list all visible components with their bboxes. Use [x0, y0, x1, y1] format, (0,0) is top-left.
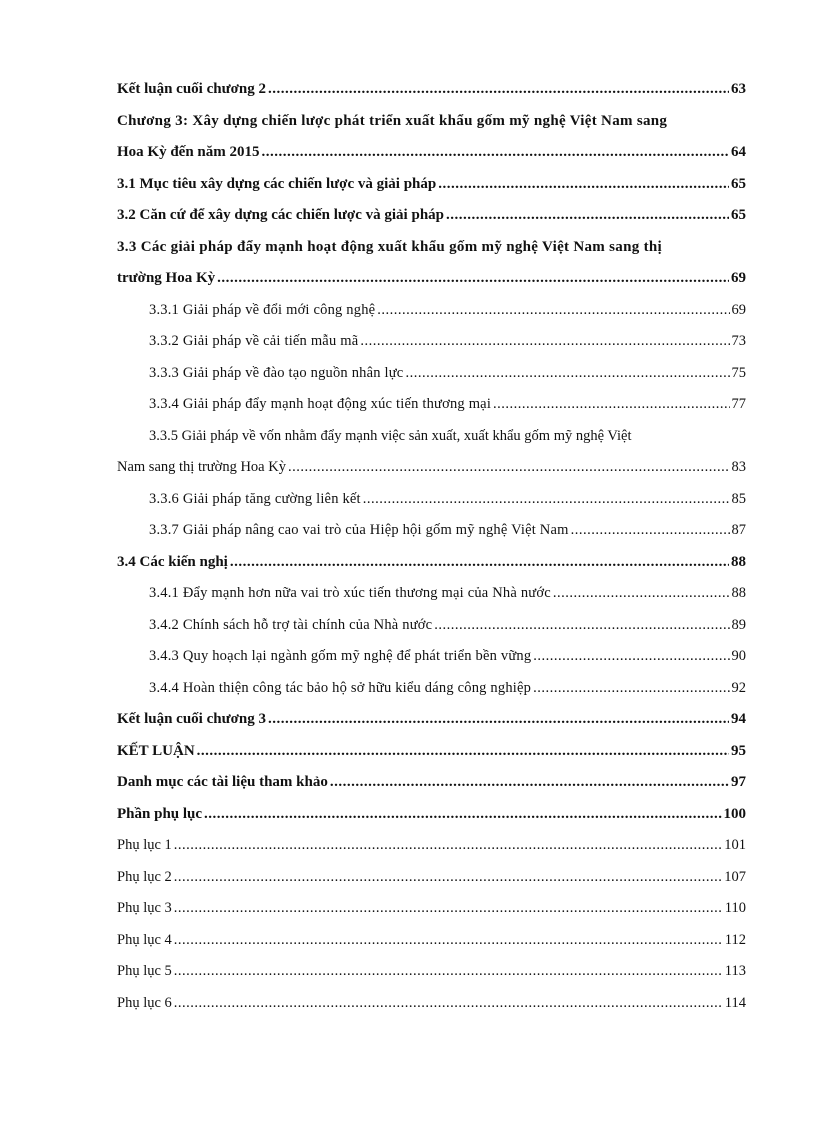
toc-page-number: 88	[731, 553, 746, 570]
toc-title: 3.3.4 Giải pháp đẩy mạnh hoạt động xúc tiến thương mại	[149, 396, 492, 412]
toc-entry-ket-luan-c3[interactable]	[117, 704, 746, 736]
toc-title: KẾT LUẬN	[117, 742, 195, 759]
leader-dots	[360, 326, 729, 358]
toc-page-number: 65	[731, 207, 746, 223]
toc-entry-chuong-3-line2[interactable]	[117, 137, 746, 169]
toc-page-number: 87	[731, 522, 746, 538]
leader-dots	[197, 736, 729, 768]
toc-title: Phụ lục 2	[117, 868, 172, 885]
toc-title: 3.3.2 Giải pháp về cải tiến mẫu mã	[149, 333, 359, 349]
toc-title: Phụ lục 5	[117, 963, 172, 979]
toc-entry-3-3-line2[interactable]	[117, 263, 746, 295]
leader-dots	[330, 767, 729, 799]
leader-dots	[377, 295, 729, 327]
toc-title: 3.4.2 Chính sách hỗ trợ tài chính của Nhà nước	[149, 616, 433, 633]
leader-dots	[268, 704, 729, 736]
leader-dots	[204, 799, 721, 831]
toc-page-number: 85	[731, 490, 746, 507]
leader-dots	[363, 484, 730, 516]
toc-page-number: 69	[731, 301, 746, 318]
toc-title: Hoa Kỳ đến năm 2015	[117, 144, 260, 160]
toc-entry-3-3-1[interactable]	[117, 295, 746, 327]
toc-title: trường Hoa Kỳ	[117, 270, 216, 286]
toc-title: Phụ lục 3	[117, 900, 172, 916]
toc-title: Phụ lục 6	[117, 994, 172, 1011]
toc-title: 3.1 Mục tiêu xây dựng các chiến lược và giải pháp	[117, 175, 437, 192]
toc-title: Danh mục các tài liệu tham khảo	[117, 774, 328, 790]
toc-entry-3-4-1[interactable]	[117, 578, 746, 610]
leader-dots	[571, 515, 730, 547]
toc-entry-chuong-3-line1[interactable]	[117, 106, 746, 138]
leader-dots	[288, 452, 730, 484]
toc-page-number: 88	[731, 585, 746, 601]
leader-dots	[174, 956, 723, 988]
leader-dots	[434, 610, 729, 642]
leader-dots	[438, 169, 729, 201]
toc-page-number: 65	[731, 175, 746, 192]
toc-entry-3-4-3[interactable]	[117, 641, 746, 673]
toc-page-number: 75	[731, 364, 746, 381]
toc-title: Phần phụ lục	[117, 805, 203, 822]
toc-page-number: 101	[724, 837, 746, 853]
toc-title: 3.3.7 Giải pháp nâng cao vai trò của Hiệp hội gốm mỹ nghệ Việt Nam	[149, 522, 569, 538]
toc-entry-phu-luc-6[interactable]	[117, 988, 746, 1020]
toc-page-number: 63	[731, 81, 746, 97]
toc-entry-3-1[interactable]	[117, 169, 746, 201]
toc-page-number: 114	[724, 994, 746, 1011]
toc-entry-phu-luc-4[interactable]	[117, 925, 746, 957]
leader-dots	[262, 137, 729, 169]
toc-title: 3.3.6 Giải pháp tăng cường liên kết	[149, 490, 361, 507]
toc-entry-phu-luc-2[interactable]	[117, 862, 746, 894]
toc-entry-ket-luan-c2[interactable]	[117, 74, 746, 106]
toc-entry-3-4-2[interactable]	[117, 610, 746, 642]
toc-entry-phu-luc[interactable]	[117, 799, 746, 831]
toc-entry-phu-luc-1[interactable]	[117, 830, 746, 862]
toc-title: 3.2 Căn cứ để xây dựng các chiến lược và giải pháp	[117, 207, 444, 223]
leader-dots	[553, 578, 730, 610]
toc-title: 3.4.3 Quy hoạch lại ngành gốm mỹ nghệ để phát triển bền vững	[149, 648, 532, 664]
toc-page-number: 69	[731, 270, 746, 286]
toc-entry-3-3-line1[interactable]	[117, 232, 746, 264]
toc-title: Phụ lục 1	[117, 837, 172, 853]
toc-title: 3.4.4 Hoàn thiện công tác bảo hộ sở hữu kiểu dáng công nghiệp	[149, 679, 532, 696]
toc-page-number: 95	[731, 742, 746, 759]
leader-dots	[174, 830, 722, 862]
leader-dots	[230, 547, 729, 579]
toc-title: Phụ lục 4	[117, 931, 172, 948]
toc-entry-3-4-4[interactable]	[117, 673, 746, 705]
toc-page-number: 113	[724, 963, 746, 979]
leader-dots	[217, 263, 729, 295]
toc-title: Kết luận cuối chương 3	[117, 711, 266, 727]
toc-title: 3.3 Các giải pháp đẩy mạnh hoạt động xuất khẩu gốm mỹ nghệ Việt Nam sang thị	[117, 238, 662, 255]
toc-entry-3-3-6[interactable]	[117, 484, 746, 516]
leader-dots	[174, 925, 723, 957]
toc-page-number: 64	[731, 144, 746, 160]
toc-entry-tai-lieu[interactable]	[117, 767, 746, 799]
leader-dots	[446, 200, 729, 232]
toc-page-number: 97	[731, 774, 746, 790]
toc-page-number: 107	[724, 868, 746, 885]
toc-title: Nam sang thị trường Hoa Kỳ	[117, 459, 286, 475]
toc-page-number: 90	[731, 648, 746, 664]
toc-title: 3.4 Các kiến nghị	[117, 553, 228, 570]
toc-title: 3.3.5 Giải pháp về vốn nhằm đẩy mạnh việc sản xuất, xuất khẩu gốm mỹ nghệ Việt	[149, 427, 632, 444]
leader-dots	[405, 358, 729, 390]
toc-entry-phu-luc-5[interactable]	[117, 956, 746, 988]
toc-entry-3-3-2[interactable]	[117, 326, 746, 358]
toc-entry-3-2[interactable]	[117, 200, 746, 232]
toc-title: Kết luận cuối chương 2	[117, 81, 266, 97]
toc-page-number: 100	[723, 805, 746, 822]
toc-entry-ket-luan[interactable]	[117, 736, 746, 768]
leader-dots	[174, 893, 723, 925]
toc-page-number: 83	[731, 459, 746, 475]
leader-dots	[493, 389, 729, 421]
toc-title: 3.3.1 Giải pháp về đổi mới công nghệ	[149, 301, 376, 318]
toc-page-number: 112	[724, 931, 746, 948]
toc-entry-phu-luc-3[interactable]	[117, 893, 746, 925]
toc-page-number: 77	[731, 396, 746, 412]
leader-dots	[268, 74, 729, 106]
toc-page-number: 110	[724, 900, 746, 916]
toc-entry-3-3-4[interactable]	[117, 389, 746, 421]
toc-page-number: 89	[731, 616, 746, 633]
toc-entry-3-3-5-line2[interactable]	[117, 452, 746, 484]
toc-entry-3-3-7[interactable]	[117, 515, 746, 547]
toc-title: 3.4.1 Đẩy mạnh hơn nữa vai trò xúc tiến thương mại của Nhà nước	[149, 585, 551, 601]
toc-page-number: 94	[731, 711, 746, 727]
toc-entry-3-4[interactable]	[117, 547, 746, 579]
toc-entry-3-3-3[interactable]	[117, 358, 746, 390]
toc-entry-3-3-5-line1[interactable]	[117, 421, 746, 453]
toc-title: Chương 3: Xây dựng chiến lược phát triển xuất khẩu gốm mỹ nghệ Việt Nam sang	[117, 112, 668, 129]
leader-dots	[533, 641, 729, 673]
toc-page-number: 92	[731, 679, 746, 696]
leader-dots	[174, 988, 723, 1020]
leader-dots	[533, 673, 729, 705]
toc-title: 3.3.3 Giải pháp về đào tạo nguồn nhân lực	[149, 364, 404, 381]
leader-dots	[174, 862, 722, 894]
toc-page-number: 73	[731, 333, 746, 349]
table-of-contents	[117, 74, 746, 1019]
